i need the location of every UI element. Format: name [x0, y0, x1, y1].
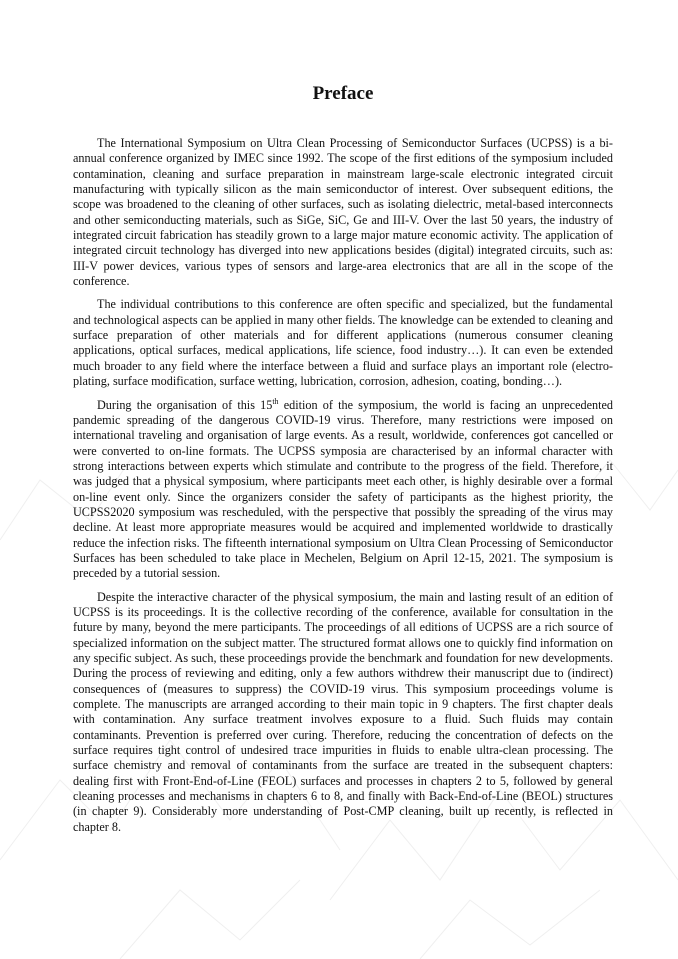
ordinal-suffix: th — [272, 396, 279, 406]
paragraph-2: The individual contributions to this conference are often specific and specialized, but the fundamental and technological aspects can be applied in many other fields. The knowledge can be extended to cleaning and surface preparation of other materials and for different applications (numerous consumer cleaning applications, optical surfaces, medical applications, life science, food industry…). It can even be extended much broader to any field where the interface between a fluid and surface plays an important role (electro-plating, surface modification, surface wetting, lubrication, corrosion, adhesion, coating, bonding…). — [73, 297, 613, 389]
paragraph-3 — [73, 398, 613, 582]
paragraph-1: The International Symposium on Ultra Clean Processing of Semiconductor Surfaces (UCPSS) is a bi-annual conference organized by IMEC since 1992. The scope of the first editions of the symposium included contamination, cleaning and surface preparation in mainstream large-scale electronic integrated circuit manufacturing with typically silicon as the main semiconductor of interest. Over subsequent editions, the scope was broadened to the cleaning of other surfaces, such as isolating dielectric, metal-based interconnects and other semiconducting materials, such as SiGe, SiC, Ge and III-V. Over the last 50 years, the industry of integrated circuit fabrication has steadily grown to a large major mature economic activity. The application of integrated circuit technology has diverged into new applications besides (digital) integrated circuits, such as: III-V power devices, various types of sensors and large-area electronics that are all in the scope of the conference. — [73, 136, 613, 289]
paragraph-3-rest: edition of the symposium, the world is facing an unprecedented pandemic spreading of the dangerous COVID-19 virus. Therefore, many restrictions were imposed on international traveling and organisation of large events. As a result, worldwide, conferences got cancelled or were converted to on-line formats. The UCPSS symposia are characterised by an informal character with strong interactions between experts which stimulate and contribute to the progress of the field. Therefore, it was judged that a physical symposium, where participants meet each other, is highly desirable over a formal on-line event only. Since the organizers consider the safety of participants as the highest priority, the UCPSS2020 symposium was rescheduled, with the perspective that possibly the spreading of the virus may decline. At least more appropriate measures would be acquired and implemented worldwide to drastically reduce the infection risks. The fifteenth international symposium on Ultra Clean Processing of Semiconductor Surfaces has been scheduled to take place in Mechelen, Belgium on April 12-15, 2021. The symposium is preceded by a tutorial session. — [73, 397, 613, 581]
page-title: Preface — [312, 83, 374, 104]
paragraph-4: Despite the interactive character of the physical symposium, the main and lasting result of an edition of UCPSS is its proceedings. It is the collective recording of the conference, available for consultation in the future by many, beyond the mere participants. The proceedings of all editions of UCPSS are a rich source of specialized information on the subject matter. The structured format allows one to quickly find information on any specific subject. As such, these proceedings provide the benchmark and foundation for new developments. During the process of reviewing and editing, only a few authors withdrew their manuscript due to (indirect) consequences of (measures to suppress) the COVID-19 virus. This symposium proceedings volume is complete. The manuscripts are arranged according to their main topic in 9 chapters. The first chapter deals with contamination. Any surface treatment involves exposure to a fluid. Such fluids may contain contaminants. Prevention is preferred over curing. Therefore, reducing the concentration of defects on the surface requires tight control of undesired trace impurities in fluids to enable ultra-clean processing. The surface chemistry and removal of contaminants from the surface are treated in the subsequent chapters: dealing first with Front-End-of-Line (FEOL) surfaces and processes in chapters 2 to 5, followed by general cleaning processes and mechanisms in chapters 6 to 8, and finally with Back-End-of-Line (BEOL) structures (in chapter 9). Considerably more understanding of Post-CMP cleaning, built up recently, is reflected in chapter 8. — [73, 589, 613, 834]
paragraph-3-start: During the organisation of this 15 — [97, 397, 273, 412]
preface-body — [73, 136, 613, 843]
